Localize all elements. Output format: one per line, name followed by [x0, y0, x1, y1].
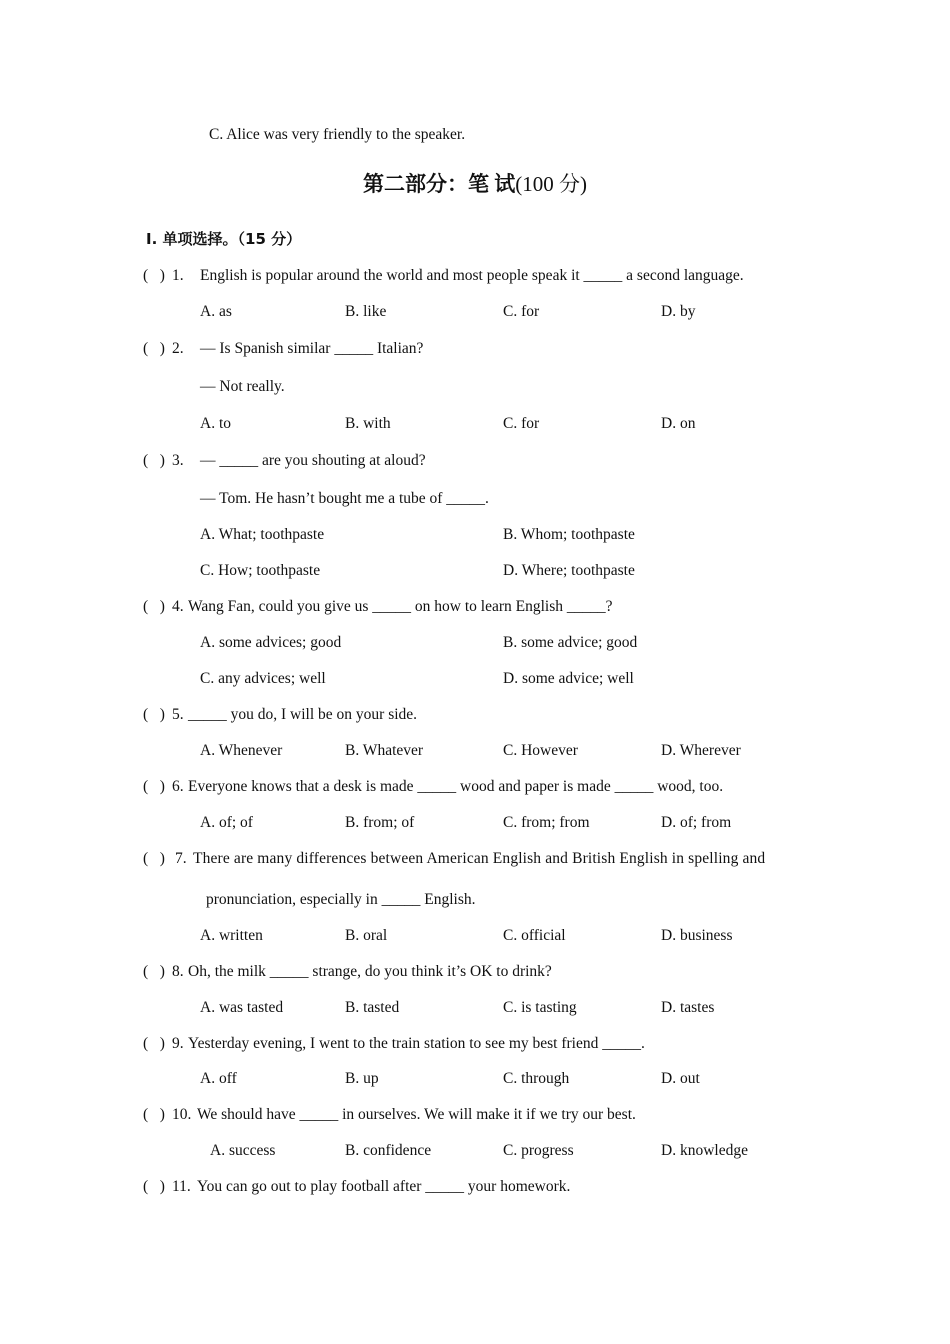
option-c: C. However — [503, 742, 578, 759]
part-title-text: 第二部分：笔 试 — [363, 172, 516, 196]
option-c: C. official — [503, 927, 566, 944]
section-title: Ⅰ. 单项选择。（15 分） — [146, 230, 302, 248]
option-c: C. through — [503, 1070, 570, 1087]
question-stem: Yesterday evening, I went to the train station to see my best friend _____. — [188, 1035, 645, 1052]
question-stem: Everyone knows that a desk is made _____ wood and paper is made _____ wood, too. — [188, 778, 724, 795]
question-number: 1. — [172, 267, 184, 284]
question-stem: We should have _____ in ourselves. We will make it if we try our best. — [197, 1106, 636, 1123]
option-b: B. some advice; good — [503, 634, 638, 651]
option-a: A. Whenever — [200, 742, 283, 759]
question-number: 5. — [172, 706, 184, 723]
question-number: 6. — [172, 778, 184, 795]
option-b: B. oral — [345, 927, 388, 944]
answer-paren[interactable]: ( ) — [143, 452, 165, 469]
option-c: C. for — [503, 303, 540, 320]
option-c: C. from; from — [503, 814, 590, 831]
option-a: A. to — [200, 415, 231, 432]
answer-paren[interactable]: ( ) — [143, 1178, 165, 1195]
option-d: D. knowledge — [661, 1142, 748, 1159]
option-d: D. out — [661, 1070, 700, 1087]
question-stem: Oh, the milk _____ strange, do you think it’s OK to drink? — [188, 963, 552, 980]
question-stem: — Is Spanish similar _____ Italian? — [200, 340, 424, 357]
question-number: 8. — [172, 963, 184, 980]
question-number: 4. — [172, 598, 184, 615]
option-a: A. was tasted — [200, 999, 284, 1016]
answer-paren[interactable]: ( ) — [143, 267, 165, 284]
answer-paren[interactable]: ( ) — [143, 1106, 165, 1123]
option-b: B. Whatever — [345, 742, 424, 759]
option-a: A. written — [200, 927, 263, 944]
option-b: B. up — [345, 1070, 379, 1087]
option-a: A. What; toothpaste — [200, 526, 325, 543]
option-b: B. tasted — [345, 999, 400, 1016]
question-stem: Wang Fan, could you give us _____ on how to learn English _____? — [188, 598, 613, 615]
question-number: 10. — [172, 1106, 192, 1123]
carryover-option: C. Alice was very friendly to the speaker. — [209, 126, 466, 143]
option-c: C. any advices; well — [200, 670, 326, 687]
option-a: A. off — [200, 1070, 237, 1087]
answer-paren[interactable]: ( ) — [143, 778, 165, 795]
option-a: A. as — [200, 303, 232, 320]
answer-paren[interactable]: ( ) — [143, 706, 165, 723]
option-d: D. on — [661, 415, 696, 432]
option-b: B. from; of — [345, 814, 415, 831]
option-c: C. is tasting — [503, 999, 577, 1016]
question-number: 7. — [175, 850, 187, 867]
option-b: B. confidence — [345, 1142, 432, 1159]
option-a: A. some advices; good — [200, 634, 342, 651]
option-c: C. for — [503, 415, 540, 432]
question-stem: — _____ are you shouting at aloud? — [200, 452, 426, 469]
part-title — [0, 170, 950, 198]
option-d: D. business — [661, 927, 733, 944]
option-c: C. progress — [503, 1142, 574, 1159]
option-d: D. tastes — [661, 999, 715, 1016]
answer-paren[interactable]: ( ) — [143, 963, 165, 980]
question-stem: There are many differences between American English and British English in spelling and — [193, 850, 766, 867]
answer-paren[interactable]: ( ) — [143, 598, 165, 615]
option-b: B. with — [345, 415, 391, 432]
question-stem: _____ you do, I will be on your side. — [188, 706, 418, 723]
question-number: 3. — [172, 452, 184, 469]
option-d: D. of; from — [661, 814, 732, 831]
option-b: B. Whom; toothpaste — [503, 526, 635, 543]
answer-paren[interactable]: ( ) — [143, 340, 165, 357]
question-number: 11. — [172, 1178, 191, 1195]
answer-paren[interactable]: ( ) — [143, 850, 165, 867]
option-d: D. Where; toothpaste — [503, 562, 635, 579]
option-d: D. Wherever — [661, 742, 741, 759]
option-d: D. some advice; well — [503, 670, 634, 687]
option-d: D. by — [661, 303, 696, 320]
option-a: A. of; of — [200, 814, 253, 831]
answer-paren[interactable]: ( ) — [143, 1035, 165, 1052]
question-stem-line2: pronunciation, especially in _____ English. — [206, 891, 476, 908]
part-score: (100 分) — [515, 172, 587, 196]
question-stem-line2: — Tom. He hasn’t bought me a tube of _____. — [200, 490, 489, 507]
option-b: B. like — [345, 303, 387, 320]
option-a: A. success — [210, 1142, 276, 1159]
question-number: 2. — [172, 340, 184, 357]
option-c: C. How; toothpaste — [200, 562, 321, 579]
question-stem: You can go out to play football after _____ your homework. — [197, 1178, 571, 1195]
question-stem-line2: — Not really. — [200, 378, 285, 395]
question-stem: English is popular around the world and most people speak it _____ a second language. — [200, 267, 744, 284]
question-number: 9. — [172, 1035, 184, 1052]
